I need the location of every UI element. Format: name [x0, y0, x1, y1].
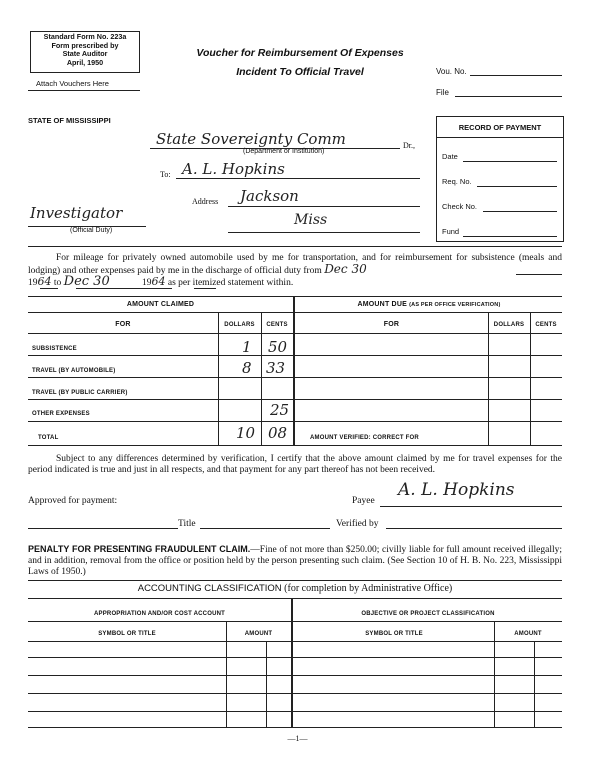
- row-label-subsistence: SUBSISTENCE: [32, 346, 77, 352]
- accounting-row[interactable]: [28, 711, 562, 712]
- amount-due-header: AMOUNT DUE: [357, 301, 407, 308]
- accounting-title: ACCOUNTING CLASSIFICATION: [137, 583, 282, 594]
- left-amount-header: AMOUNT: [244, 631, 273, 637]
- right-symbol-header: SYMBOL OR TITLE: [365, 631, 423, 637]
- due-cents-header: CENTS: [535, 322, 557, 328]
- year-2-handwritten: 64: [151, 275, 166, 288]
- record-of-payment-title: RECORD OF PAYMENT: [458, 123, 542, 132]
- accounting-table: [28, 598, 562, 728]
- right-amount-header: AMOUNT: [514, 631, 542, 637]
- page-title: [180, 44, 420, 82]
- year-1-handwritten: 64: [37, 275, 52, 288]
- year-2-field[interactable]: [194, 288, 216, 289]
- total-dollars: 10: [236, 424, 256, 442]
- objective-header: OBJECTIVE OR PROJECT CLASSIFICATION: [361, 611, 495, 617]
- to-field[interactable]: [176, 178, 420, 179]
- row-label-travel-auto: TRAVEL (BY AUTOMOBILE): [32, 368, 116, 374]
- row-label-total: TOTAL: [38, 435, 59, 441]
- verified-by-label: Verified by: [336, 519, 379, 529]
- to-date-field[interactable]: [76, 288, 172, 289]
- record-fund-field[interactable]: [463, 236, 557, 237]
- travel-auto-dollars: 8: [242, 359, 252, 377]
- form-number: Standard Form No. 223a: [43, 32, 127, 41]
- attach-underline: [28, 90, 140, 91]
- record-fund-label: Fund: [442, 227, 460, 236]
- record-check-label: Check No.: [442, 202, 478, 211]
- duty-caption: (Official Duty): [70, 227, 113, 234]
- penalty-notice: [28, 544, 562, 578]
- section-divider: [28, 246, 562, 247]
- other-cents: 25: [270, 401, 290, 419]
- file-label: File: [436, 88, 449, 97]
- row-label-travel-public: TRAVEL (BY PUBLIC CARRIER): [32, 390, 128, 396]
- left-symbol-header: SYMBOL OR TITLE: [98, 631, 156, 637]
- claimed-dollars-header: DOLLARS: [224, 322, 255, 328]
- statement-tail: as per itemized statement within.: [167, 278, 294, 288]
- page-number: —1—: [287, 734, 308, 743]
- payee-label: Payee: [352, 496, 375, 506]
- title-line-2: Incident To Official Travel: [236, 66, 364, 78]
- penalty-text: —Fine of not more than $250.00; civilly liable for full amount received illegally; and in addition, removal from the office or position held by the person presenting such claim. (See Section 10 of H. B. No. 223, Mississippi Laws of 1950.): [28, 545, 562, 577]
- address-field-1[interactable]: [228, 206, 420, 207]
- certification-text: Subject to any differences determined by verification, I certify that the above amount claimed by me for travel expenses for the period indicated is true and just in all respects, and that payment for any part thereof has not been received.: [28, 454, 562, 475]
- department-caption: (Department or Institution): [243, 148, 325, 155]
- claimed-for-header: FOR: [115, 321, 131, 328]
- year-1-field[interactable]: [40, 288, 58, 289]
- title-field[interactable]: [200, 528, 330, 529]
- accounting-row[interactable]: [28, 693, 562, 694]
- amount-due-note: (AS PER OFFICE VERIFICATION): [409, 302, 501, 308]
- address-label: Address: [192, 197, 219, 206]
- accounting-heading: [28, 583, 562, 594]
- record-date-label: Date: [442, 152, 458, 161]
- mileage-text: For mileage for privately owned automobile used by me for transportation, and for reimbursement for subsistence (meals and lodging) and other expenses paid by me in the discharge of official duty from: [28, 253, 562, 276]
- file-field[interactable]: [455, 96, 562, 97]
- from-date-handwritten: Dec 30: [324, 262, 367, 276]
- amount-verified-label: AMOUNT VERIFIED: CORRECT FOR: [310, 435, 419, 441]
- verified-by-field[interactable]: [386, 528, 562, 529]
- year-prefix-2: 19: [142, 278, 152, 288]
- title-line-1: Voucher for Reimbursement Of Expenses: [196, 47, 404, 59]
- approver-field[interactable]: [28, 528, 178, 529]
- address-handwritten-1: Jackson: [240, 187, 299, 205]
- voucher-number-field[interactable]: [470, 75, 562, 76]
- appropriation-header: APPROPRIATION AND/OR COST ACCOUNT: [93, 611, 226, 617]
- to-word: to: [53, 278, 62, 288]
- subsistence-cents: 50: [268, 338, 288, 356]
- title-label: Title: [178, 519, 196, 529]
- record-of-payment-box: [436, 116, 564, 242]
- subsistence-dollars: 1: [242, 338, 252, 356]
- duty-handwritten: Investigator: [30, 204, 123, 222]
- row-label-other: OTHER EXPENSES: [32, 411, 90, 417]
- accounting-row[interactable]: [28, 657, 562, 658]
- payee-signature-field[interactable]: [380, 506, 562, 507]
- to-label: To:: [160, 170, 171, 179]
- amount-claimed-header: AMOUNT CLAIMED: [126, 301, 195, 308]
- claim-table: [28, 296, 562, 446]
- record-date-field[interactable]: [463, 161, 557, 162]
- voucher-number-label: Vou. No.: [436, 67, 467, 76]
- approved-label: Approved for payment:: [28, 496, 118, 506]
- travel-auto-cents: 33: [266, 359, 286, 377]
- total-cents: 08: [268, 424, 288, 442]
- record-check-field[interactable]: [483, 211, 557, 212]
- due-for-header: FOR: [383, 321, 400, 328]
- record-req-field[interactable]: [477, 186, 557, 187]
- accounting-top-rule: [28, 580, 562, 581]
- record-req-label: Req. No.: [442, 177, 472, 186]
- year-prefix-1: 19: [28, 278, 38, 288]
- to-date-handwritten: Dec 30: [63, 274, 110, 289]
- from-date-field[interactable]: [516, 274, 562, 275]
- form-prescribed: Form prescribed by: [51, 40, 119, 50]
- state-label: STATE OF MISSISSIPPI: [28, 116, 111, 125]
- form-id-box: [30, 31, 140, 73]
- dr-label: Dr.,: [403, 141, 415, 150]
- payee-signature: A. L. Hopkins: [398, 480, 515, 500]
- form-date: April, 1950: [66, 57, 104, 67]
- department-handwritten: State Sovereignty Comm: [156, 130, 346, 148]
- claimed-cents-header: CENTS: [266, 322, 288, 328]
- form-authority: State Auditor: [62, 49, 108, 59]
- accounting-row[interactable]: [28, 675, 562, 676]
- address-handwritten-2: Miss: [294, 212, 328, 228]
- accounting-subtitle: (for completion by Administrative Office): [284, 583, 453, 594]
- due-dollars-header: DOLLARS: [493, 322, 525, 328]
- address-field-2[interactable]: [228, 232, 420, 233]
- penalty-heading: PENALTY FOR PRESENTING FRAUDULENT CLAIM.: [28, 544, 251, 554]
- attach-vouchers-note: Attach Vouchers Here: [36, 79, 109, 88]
- to-handwritten: A. L. Hopkins: [182, 160, 285, 178]
